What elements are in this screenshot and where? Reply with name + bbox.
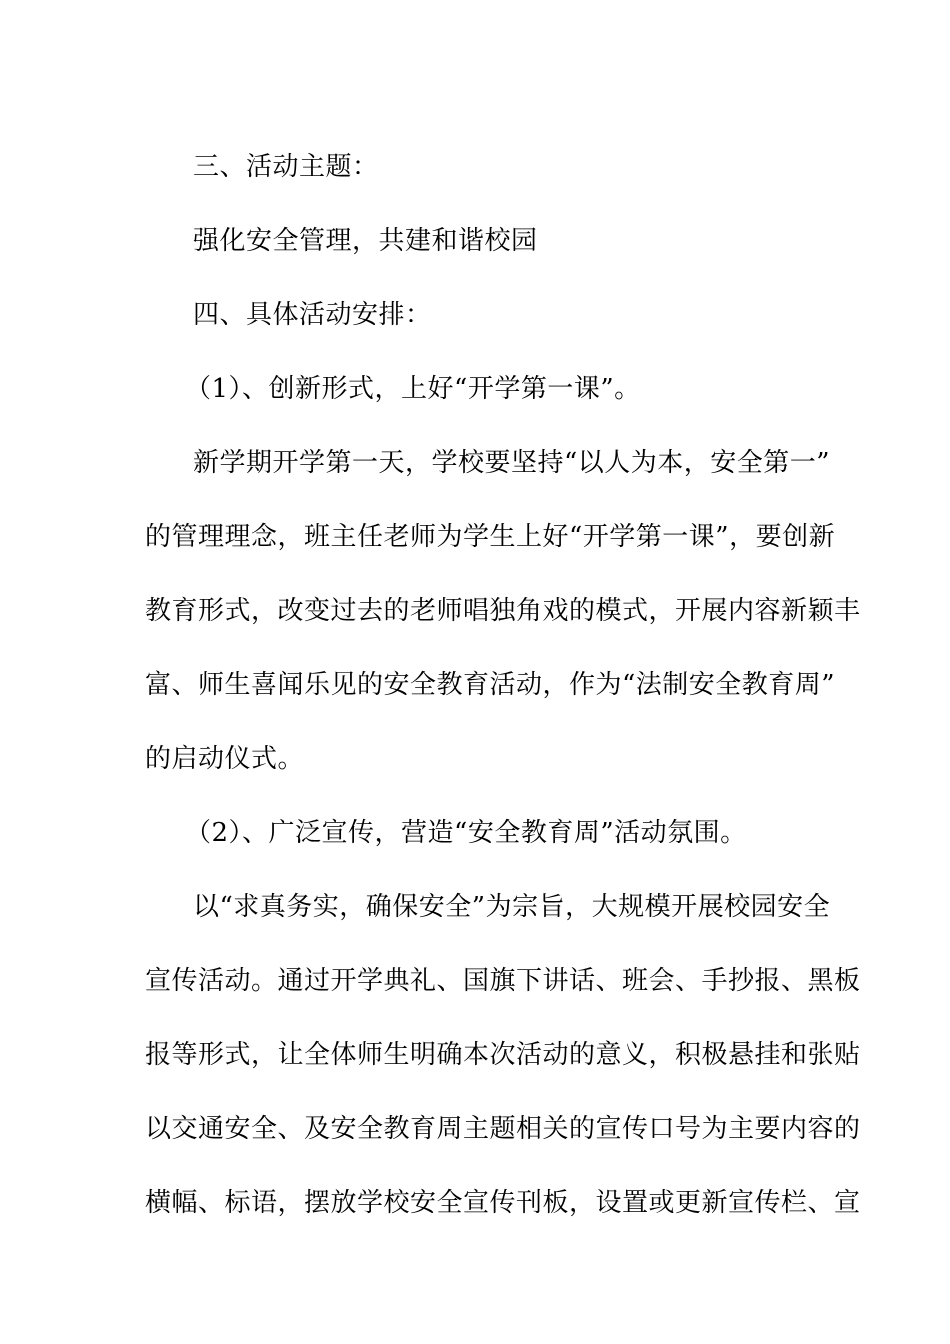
paragraph-line: 教育形式，改变过去的老师唱独角戏的模式，开展内容新颖丰	[145, 596, 861, 626]
paragraph-line: 横幅、标语，摆放学校安全宣传刊板，设置或更新宣传栏、宣	[145, 1188, 861, 1218]
section-heading-arrangement: 四、具体活动安排：	[193, 300, 432, 330]
document-body	[145, 130, 861, 1240]
theme-text: 强化安全管理，共建和谐校园	[193, 226, 538, 256]
paragraph-line: 以交通安全、及安全教育周主题相关的宣传口号为主要内容的	[145, 1114, 861, 1144]
paragraph-line: 报等形式，让全体师生明确本次活动的意义，积极悬挂和张贴	[145, 1040, 861, 1070]
paragraph-line: 宣传活动。通过开学典礼、国旗下讲话、班会、手抄报、黑板	[145, 966, 861, 996]
subheading-first-lesson: （1）、创新形式，上好“开学第一课”。	[185, 374, 641, 404]
paragraph-line: 新学期开学第一天，学校要坚持“以人为本，安全第一”	[193, 448, 831, 478]
paragraph-line: 富、师生喜闻乐见的安全教育活动，作为“法制安全教育周”	[145, 670, 836, 700]
paragraph-line: 以“求真务实，确保安全”为宗旨，大规模开展校园安全	[193, 892, 831, 922]
paragraph-line: 的启动仪式。	[145, 744, 305, 774]
subheading-publicity: （2）、广泛宣传，营造“安全教育周”活动氛围。	[185, 818, 747, 848]
paragraph-line: 的管理理念，班主任老师为学生上好“开学第一课”，要创新	[145, 522, 836, 552]
section-heading-theme: 三、活动主题：	[193, 152, 379, 182]
